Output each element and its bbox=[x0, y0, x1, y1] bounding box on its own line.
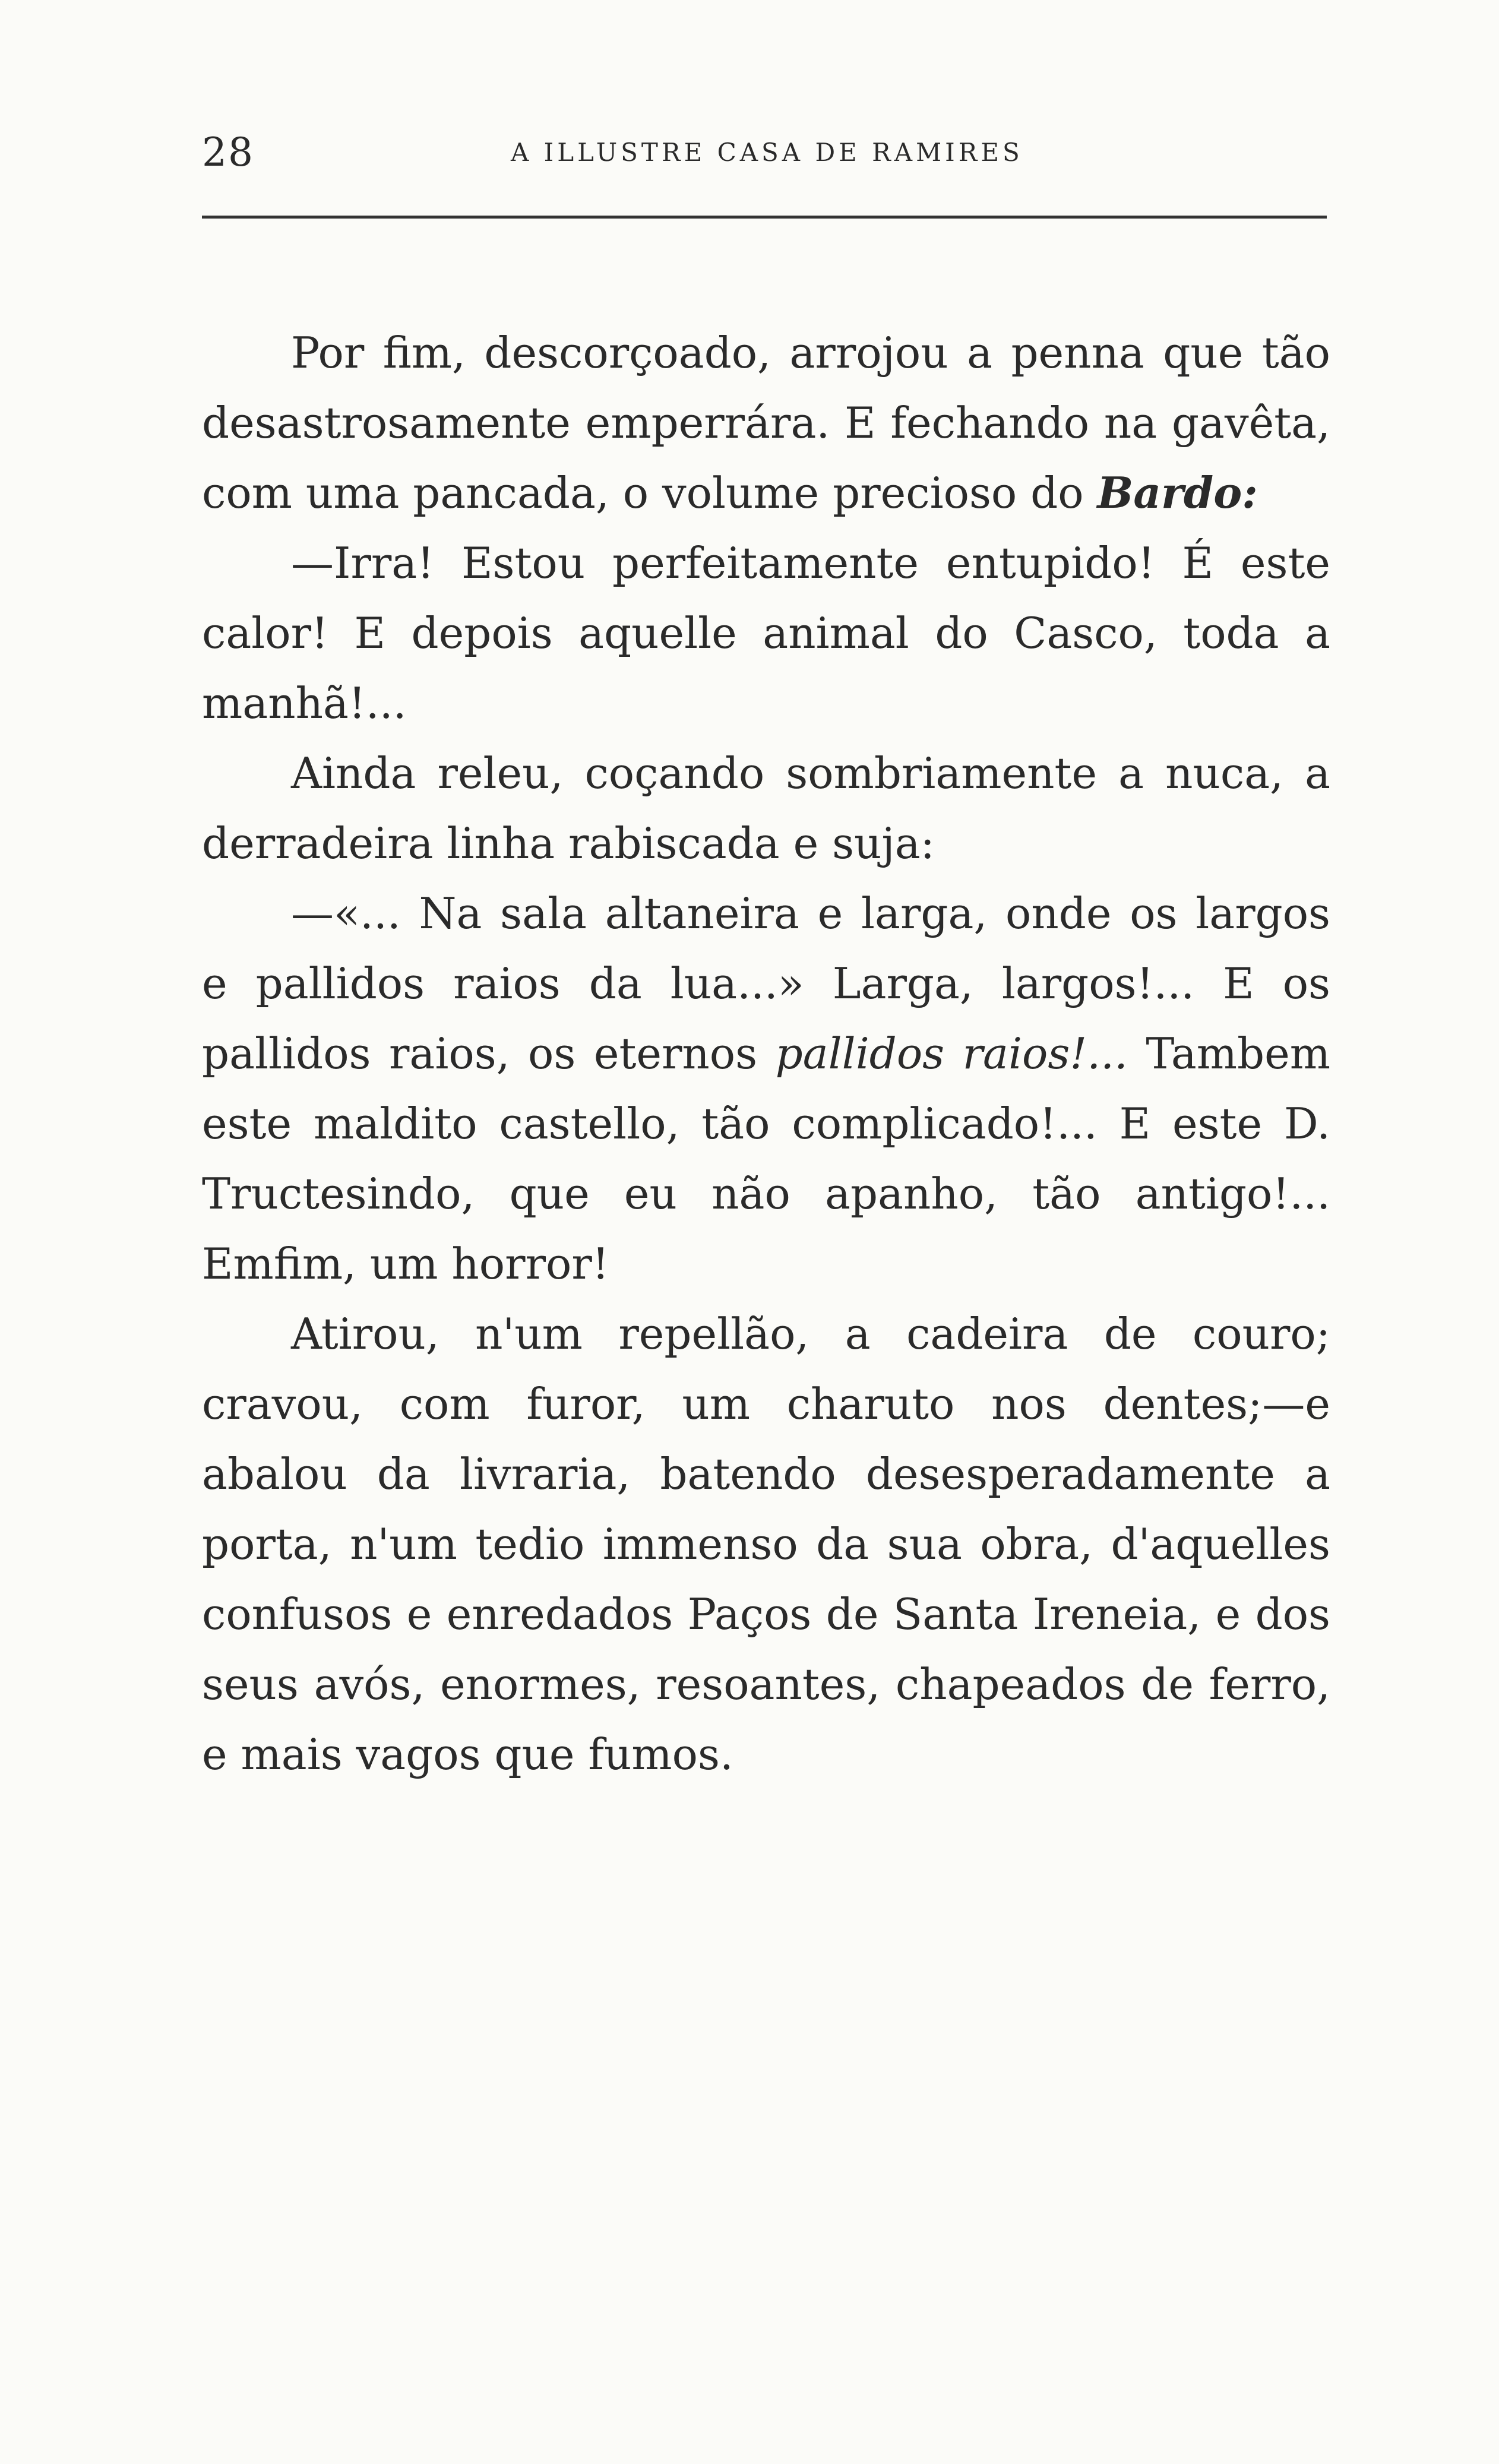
page-header bbox=[202, 129, 1327, 183]
paragraph-5: Atirou, n'um repellão, a cadeira de couro; cravou, com furor, um charuto nos dentes;—e abalou da livraria, batendo desesperadamente a porta, n'um tedio immenso da sua obra, d'aquelles confusos e enredados Paços de Santa Ireneia, e dos seus avós, enormes, resoantes, chapeados de ferro, e mais vagos que fumos. bbox=[202, 1309, 1330, 1779]
paragraph-2: —Irra! Estou perfeitamente entupido! É este calor! E depois aquelle animal do Casco, toda a manhã!... bbox=[202, 538, 1330, 728]
paragraph-1-text: Por fim, descorçoado, arrojou a penna que tão desastrosamente emperrára. E fechando na gavêta, com uma pancada, o volume precioso do bbox=[202, 328, 1330, 518]
paragraph-4-tail: Tambem este maldito castello, tão complicado!... E este D. Tructesindo, que eu não apanho, tão antigo!... Emfim, um horror! bbox=[202, 1029, 1331, 1289]
page-number: 28 bbox=[202, 129, 254, 175]
pallidos-raios-emphasis: pallidos raios!... bbox=[775, 1029, 1128, 1078]
running-title: A ILLUSTRE CASA DE RAMIRES bbox=[511, 138, 1023, 167]
paragraph-1 bbox=[202, 318, 1330, 528]
bardo-emphasis: Bardo: bbox=[1097, 467, 1258, 518]
header-rule bbox=[202, 216, 1327, 219]
paragraph-4 bbox=[202, 878, 1330, 1299]
paragraph-3: Ainda releu, coçando sombriamente a nuca, a derradeira linha rabiscada e suja: bbox=[202, 748, 1330, 868]
paragraph-4-text: —«... Na sala altaneira e larga, onde os largos e pallidos raios da lua...» Larga, largos!... E os pallidos raios, os eternos bbox=[202, 888, 1330, 1078]
body-text bbox=[202, 318, 1330, 1789]
